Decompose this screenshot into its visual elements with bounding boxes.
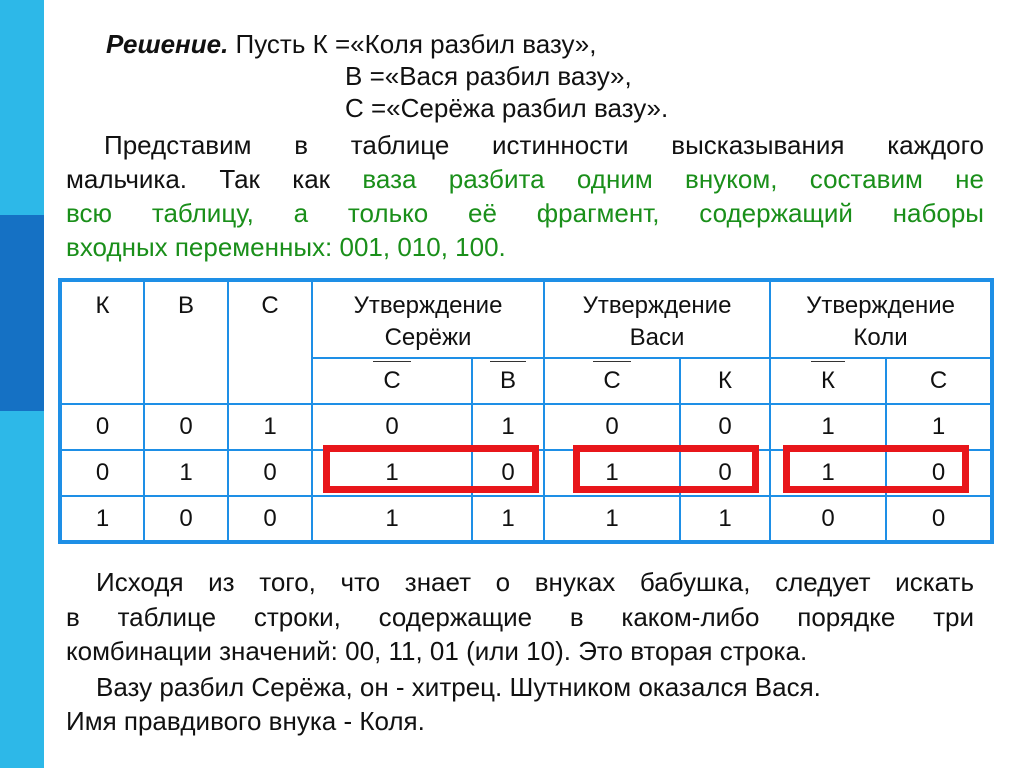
solution-k-definition: Пусть К =«Коля разбил вазу», xyxy=(228,29,597,59)
highlight-box-kolya xyxy=(783,445,969,493)
cell: 0 xyxy=(680,404,770,450)
sub-k xyxy=(680,358,770,404)
cell: 0 xyxy=(312,404,472,450)
header-k: К xyxy=(60,280,144,404)
cell: 1 xyxy=(60,496,144,542)
paragraph1-line2 xyxy=(66,162,984,197)
highlight-box-seryozha xyxy=(323,445,539,493)
paragraph3-line2: Имя правдивого внука - Коля. xyxy=(66,706,425,736)
header-kolya-statement xyxy=(770,280,992,358)
sidebar-decoration xyxy=(0,0,44,768)
paragraph1-line3: всю таблицу, а только её фрагмент, содержащий наборы xyxy=(66,198,984,228)
sub-not-k xyxy=(770,358,886,404)
cell: 1 xyxy=(770,404,886,450)
header-vasya-word: Утверждение xyxy=(582,292,732,319)
paragraph1-line2-green: ваза разбита одним внуком, составим не xyxy=(362,164,985,194)
negated-c: С xyxy=(383,367,401,394)
cell: 1 xyxy=(228,404,312,450)
plain-c: С xyxy=(929,367,948,394)
sub-not-c-2 xyxy=(544,358,680,404)
header-vasya-name: Васи xyxy=(629,324,685,351)
solution-line-1 xyxy=(106,28,597,60)
cell: 0 xyxy=(886,496,992,542)
header-kolya-name: Коли xyxy=(853,324,908,351)
sidebar-segment-top xyxy=(0,0,44,215)
negated-k: К xyxy=(821,367,836,394)
cell: 1 xyxy=(472,496,544,542)
paragraph3-line1: Вазу разбил Серёжа, он - хитрец. Шутником оказался Вася. xyxy=(96,672,821,702)
header-c: С xyxy=(228,280,312,404)
sub-not-b xyxy=(472,358,544,404)
cell: 0 xyxy=(144,496,228,542)
paragraph1-line4: входных переменных: 001, 010, 100. xyxy=(66,232,506,262)
sub-not-c-1 xyxy=(312,358,472,404)
cell: 1 xyxy=(312,450,472,496)
cell: 0 xyxy=(60,404,144,450)
cell: 0 xyxy=(472,450,544,496)
cell: 1 xyxy=(770,450,886,496)
cell: 0 xyxy=(886,450,992,496)
paragraph1-line1: Представим в таблице истинности высказывания каждого xyxy=(104,130,984,160)
solution-c-definition: С =«Серёжа разбил вазу». xyxy=(345,93,669,123)
cell: 0 xyxy=(680,450,770,496)
paragraph2-line2: в таблице строки, содержащие в каком-либо порядке три xyxy=(66,602,974,632)
cell: 0 xyxy=(144,404,228,450)
plain-k: К xyxy=(718,367,733,394)
header-b: В xyxy=(144,280,228,404)
paragraph2-line1: Исходя из того, что знает о внуках бабушка, следует искать xyxy=(96,567,974,597)
paragraph1-line2-start: мальчика. Так как xyxy=(66,164,363,194)
negated-c: С xyxy=(603,367,621,394)
cell: 1 xyxy=(312,496,472,542)
negated-b: В xyxy=(500,367,517,394)
table-row xyxy=(60,496,992,542)
solution-label: Решение. xyxy=(106,29,229,59)
solution-b-definition: В =«Вася разбил вазу», xyxy=(345,61,632,91)
cell: 1 xyxy=(680,496,770,542)
cell: 1 xyxy=(886,404,992,450)
cell: 1 xyxy=(144,450,228,496)
cell: 1 xyxy=(544,496,680,542)
header-seryozha-word: Утверждение xyxy=(353,292,503,319)
highlight-box-vasya xyxy=(573,445,759,493)
paragraph2-line3: комбинации значений: 00, 11, 01 (или 10). Это вторая строка. xyxy=(66,636,808,666)
header-seryozha-statement xyxy=(312,280,544,358)
cell: 0 xyxy=(228,496,312,542)
cell: 1 xyxy=(472,404,544,450)
cell: 0 xyxy=(544,404,680,450)
sidebar-segment-bottom xyxy=(0,411,44,768)
truth-table xyxy=(58,278,994,544)
header-kolya-word: Утверждение xyxy=(806,292,955,319)
cell: 0 xyxy=(770,496,886,542)
sub-c xyxy=(886,358,992,404)
header-seryozha-name: Серёжи xyxy=(384,324,472,351)
cell: 0 xyxy=(228,450,312,496)
cell: 0 xyxy=(60,450,144,496)
sidebar-segment-middle xyxy=(0,215,44,411)
table-row xyxy=(60,404,992,450)
header-vasya-statement xyxy=(544,280,770,358)
cell: 1 xyxy=(544,450,680,496)
